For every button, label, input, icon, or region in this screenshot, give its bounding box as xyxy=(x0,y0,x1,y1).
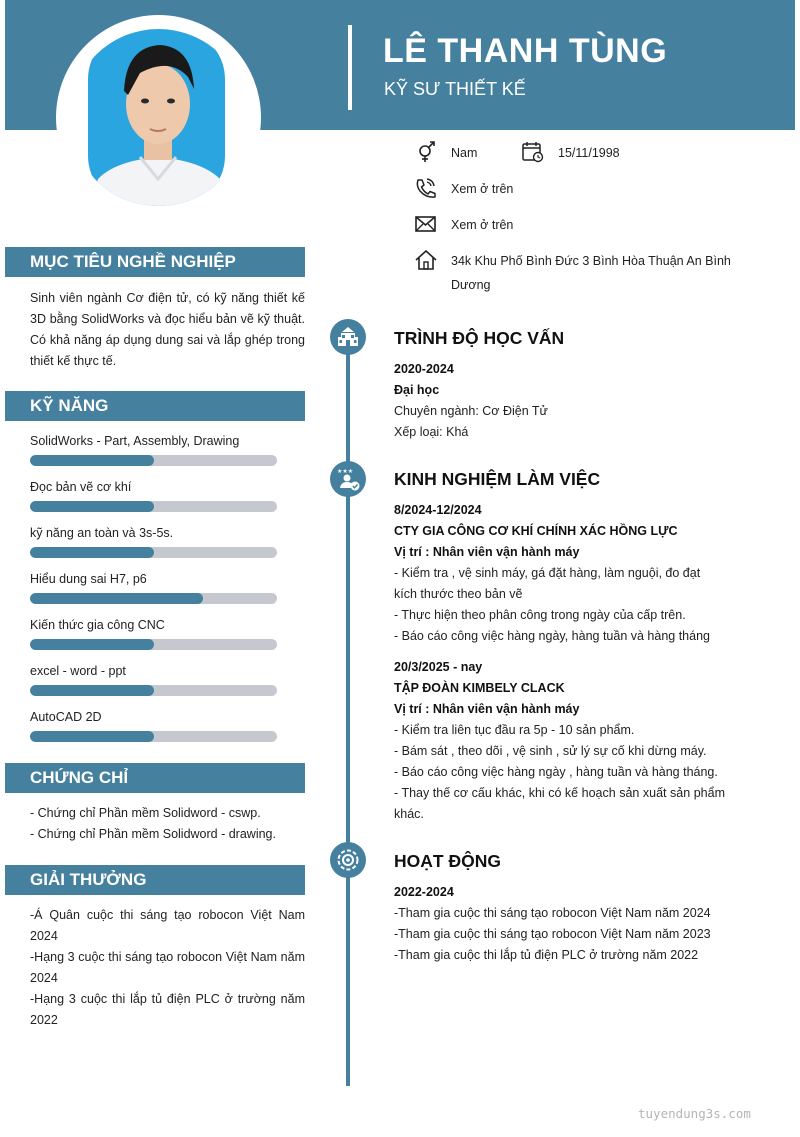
award-item: -Hạng 3 cuộc thi lắp tủ điện PLC ở trường năm 2022 xyxy=(30,992,305,1027)
phone-icon xyxy=(414,177,438,199)
education-grade: Xếp loại: Khá xyxy=(394,425,469,439)
skill-bar xyxy=(30,639,277,650)
skill-label: excel - word - ppt xyxy=(30,664,126,678)
home-icon xyxy=(414,249,438,271)
job-duty: - Báo cáo công việc hàng ngày, hàng tuần và hàng tháng xyxy=(394,629,710,643)
school-icon xyxy=(336,325,360,349)
activities-block xyxy=(394,882,725,966)
activity-item: -Tham gia cuộc thi lắp tủ điện PLC ở trường năm 2022 xyxy=(394,948,699,962)
svg-text:★★★: ★★★ xyxy=(337,468,354,475)
skill-bar-fill xyxy=(30,639,154,650)
contact-email xyxy=(414,213,513,237)
objective-text: Sinh viên ngành Cơ điện tử, có kỹ năng thiết kế 3D bằng SolidWorks và đọc hiểu bản vẽ kỹ thuật. Có khả năng áp dụng dung sai và lắp ghép trong thiết kế thực tế. xyxy=(30,291,305,368)
phone-value: Xem ở trên xyxy=(451,182,514,196)
contact-phone xyxy=(414,177,513,201)
certificates-heading: CHỨNG CHỈ xyxy=(5,763,305,793)
job-company: TẬP ĐOÀN KIMBELY CLACK xyxy=(394,681,565,695)
skill-bar-fill xyxy=(30,547,154,558)
avatar xyxy=(70,29,247,206)
award-item: -Á Quân cuộc thi sáng tạo robocon Việt Nam 2024 xyxy=(30,908,305,943)
contact-address xyxy=(414,249,751,297)
skill-bar xyxy=(30,731,277,742)
skill-label: Kiến thức gia công CNC xyxy=(30,618,165,632)
skill-bar xyxy=(30,455,277,466)
activity-gear-icon xyxy=(336,848,360,872)
job-position: Vị trí : Nhân viên vận hành máy xyxy=(394,702,580,716)
certificate-item: - Chứng chỉ Phần mềm Solidword - cswp. xyxy=(30,806,261,820)
certificates-list xyxy=(30,803,305,845)
education-level: Đại học xyxy=(394,383,440,397)
education-dot xyxy=(330,319,366,355)
activities-dot xyxy=(330,842,366,878)
team-star-icon xyxy=(335,466,361,492)
activity-item: -Tham gia cuộc thi sáng tạo robocon Việt Nam năm 2024 xyxy=(394,906,711,920)
gender-value: Nam xyxy=(451,146,478,160)
candidate-name: LÊ THANH TÙNG xyxy=(383,32,668,70)
skill-label: Đọc bản vẽ cơ khí xyxy=(30,480,132,494)
job-position: Vị trí : Nhân viên vận hành máy xyxy=(394,545,580,559)
skill-bar-fill xyxy=(30,731,154,742)
education-heading: TRÌNH ĐỘ HỌC VẤN xyxy=(394,328,565,348)
education-block xyxy=(394,359,725,443)
skill-bar xyxy=(30,547,277,558)
experience-block xyxy=(394,500,725,825)
header-divider xyxy=(348,25,352,110)
skill-bar-fill xyxy=(30,455,154,466)
address-value: 34k Khu Phố Bình Đức 3 Bình Hòa Thuận An Bình Dương xyxy=(451,254,731,292)
job-company: CTY GIA CÔNG CƠ KHÍ CHÍNH XÁC HỒNG LỰC xyxy=(394,524,678,538)
skill-label: AutoCAD 2D xyxy=(30,710,102,724)
skill-bar xyxy=(30,501,277,512)
awards-heading: GIẢI THƯỞNG xyxy=(5,865,305,895)
contact-gender xyxy=(414,141,620,165)
activities-heading: HOẠT ĐỘNG xyxy=(394,851,501,871)
mail-icon xyxy=(414,213,438,235)
activity-item: -Tham gia cuộc thi sáng tạo robocon Việt Nam năm 2023 xyxy=(394,927,711,941)
job-duty: - Kiểm tra , vệ sinh máy, gá đặt hàng, làm nguội, đo đạt kích thước theo bản vẽ xyxy=(394,566,701,601)
calendar-icon xyxy=(521,141,545,163)
timeline-line xyxy=(346,320,350,1086)
activities-period: 2022-2024 xyxy=(394,885,454,899)
skill-bar-fill xyxy=(30,685,154,696)
job-duty: - Kiểm tra liên tục đầu ra 5p - 10 sản phẩm. xyxy=(394,723,635,737)
skills-heading: KỸ NĂNG xyxy=(5,391,305,421)
job-period: 8/2024-12/2024 xyxy=(394,503,482,517)
skill-label: kỹ năng an toàn và 3s-5s. xyxy=(30,526,174,540)
awards-list xyxy=(30,905,305,1031)
objective-heading: MỤC TIÊU NGHỀ NGHIỆP xyxy=(5,247,305,277)
skill-bar-fill xyxy=(30,593,203,604)
education-period: 2020-2024 xyxy=(394,362,454,376)
job-duty: - Thực hiện theo phân công trong ngày của cấp trên. xyxy=(394,608,686,622)
job-duty: - Báo cáo công việc hàng ngày , hàng tuần và hàng tháng. xyxy=(394,765,718,779)
certificate-item: - Chứng chỉ Phần mềm Solidword - drawing. xyxy=(30,827,276,841)
education-major: Chuyên ngành: Cơ Điện Tử xyxy=(394,404,548,418)
skill-bar xyxy=(30,593,277,604)
candidate-title: KỸ SƯ THIẾT KẾ xyxy=(384,79,526,99)
job-period: 20/3/2025 - nay xyxy=(394,660,483,674)
award-item: -Hạng 3 cuộc thi sáng tạo robocon Việt Nam năm 2024 xyxy=(30,950,305,985)
watermark: tuyendung3s.com xyxy=(638,1106,751,1121)
gender-icon xyxy=(414,141,438,163)
job-duty: - Bám sát , theo dõi , vệ sinh , sử lý sự cố khi dừng máy. xyxy=(394,744,707,758)
experience-dot xyxy=(330,461,366,497)
skill-bar-fill xyxy=(30,501,154,512)
skill-label: SolidWorks - Part, Assembly, Drawing xyxy=(30,434,240,448)
skill-bar xyxy=(30,685,277,696)
email-value: Xem ở trên xyxy=(451,218,514,232)
skill-label: Hiểu dung sai H7, p6 xyxy=(30,572,147,586)
experience-heading: KINH NGHIỆM LÀM VIỆC xyxy=(394,469,601,489)
birthdate-value: 15/11/1998 xyxy=(558,146,620,160)
job-duty: - Thay thế cơ cấu khác, khi có kế hoạch sản xuất sản phẩm khác. xyxy=(394,786,725,821)
